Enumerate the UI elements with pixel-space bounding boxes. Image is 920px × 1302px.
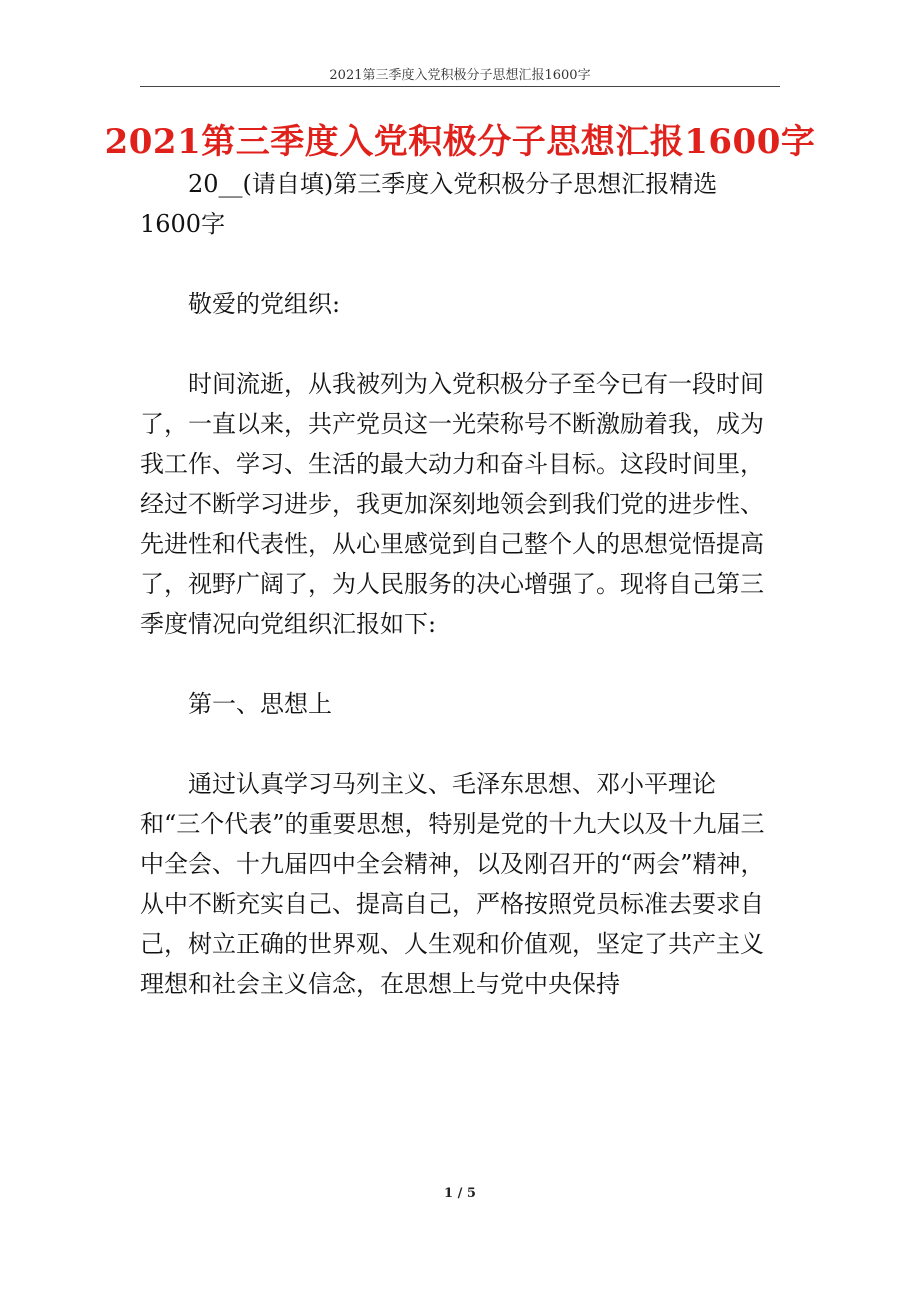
salutation: 敬爱的党组织:: [188, 290, 341, 318]
header-divider: [140, 86, 780, 87]
subtitle: 20__(请自填)第三季度入党积极分子思想汇报精选1600字: [140, 170, 718, 238]
running-header: 2021第三季度入党积极分子思想汇报1600字: [329, 68, 591, 83]
document-body: [140, 164, 770, 1004]
section-heading-thought: 第一、思想上: [188, 690, 332, 718]
paragraph-intro: 时间流逝，从我被列为入党积极分子至今已有一段时间了，一直以来，共产党员这一光荣称号不断激励着我，成为我工作、学习、生活的最大动力和奋斗目标。这段时间里，经过不断学习进步，我更加深刻地领会到我们党的进步性、先进性和代表性，从心里感觉到自己整个人的思想觉悟提高了，视野广阔了，为人民服务的决心增强了。现将自己第三季度情况向党组织汇报如下:: [140, 370, 764, 638]
paragraph-thought: 通过认真学习马列主义、毛泽东思想、邓小平理论和“三个代表”的重要思想，特别是党的十九大以及十九届三中全会、十九届四中全会精神，以及刚召开的“两会”精神，从中不断充实自己、提高自己，严格按照党员标准去要求自己，树立正确的世界观、人生观和价值观，坚定了共产主义理想和社会主义信念，在思想上与党中央保持: [140, 770, 765, 998]
document-title: 2021第三季度入党积极分子思想汇报1600字: [104, 122, 816, 162]
page-indicator: 1 / 5: [444, 1186, 476, 1201]
